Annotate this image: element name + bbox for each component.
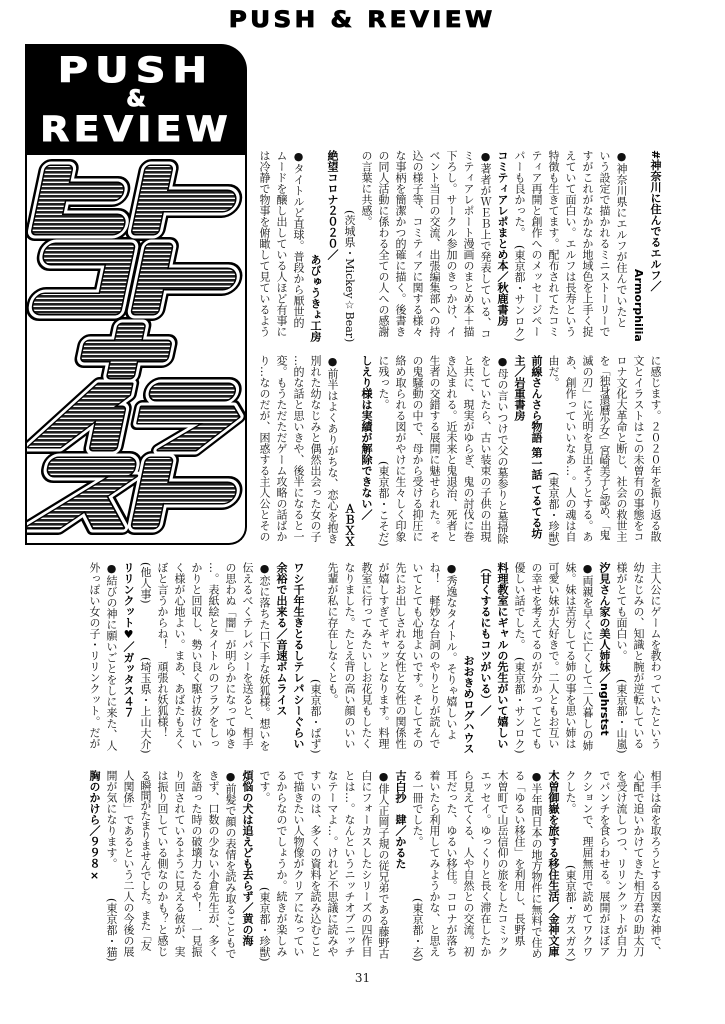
text-tier-3 — [86, 562, 664, 754]
review-body-line: 教室に行ってみたいしお花見もしたく — [360, 562, 373, 749]
review-body-line: ●両親を早くに亡くして二人暮しの姉 — [581, 562, 594, 751]
review-title: 木曽御嶽を旅する移住生活／金神文庫 — [547, 770, 560, 957]
review-body-line: 白にフォーカスしたシリーズの四作目 — [360, 770, 373, 957]
review-body-line: ●恋に落ちた口下手な妖狐様。想いを — [258, 562, 271, 751]
review-body-line: 文とイラストはこの未曽有の事態をコ — [632, 355, 645, 542]
review-title: ワシ千年生きとるしテレパシーぐらい — [292, 562, 305, 749]
review-title: リリンクット♥／ガッタス４７ — [122, 562, 135, 718]
brand-block — [25, 44, 247, 157]
body-text: 様がとても面白い。 — [615, 562, 628, 661]
review-title: 余裕で出来る／音速ボムライス — [275, 562, 288, 716]
review-title: 前線さんさら物語 第一話 てるてる坊 — [530, 355, 543, 539]
review-title: コミティアレポまとめ本／秋鹿書房 — [496, 150, 509, 326]
reviewer-credit: (東京都・サンロク) — [513, 657, 526, 754]
review-body-line: 相手は命を取ろうとする因業な神で、 — [649, 770, 662, 957]
body-text: る一冊でした。 — [411, 770, 424, 847]
review-author: あびゅうきょ工房 — [309, 254, 322, 342]
review-body-line: ●秀逸なタイトル。そりゃ嬉しいよ — [445, 562, 458, 740]
review-body-line: すいのは、多くの資料を読み込むこと — [309, 770, 322, 957]
review-body-line: 妹。妹は苦労してる姉の事を思い姉は — [564, 562, 577, 749]
review-body-line: 先輩が私に存在しなくとも。 — [326, 562, 339, 705]
reviewer-credit: (東京都・珍獣) — [547, 472, 560, 547]
review-body-line: ●神奈川県にエルフが住んでいたと — [615, 150, 628, 328]
review-body-line: かりと回収し、勢い良く駆け抜けてい — [190, 562, 203, 749]
review-body-line — [562, 770, 579, 962]
reviewer-credit: (東京都・山嵐) — [615, 679, 628, 754]
review-body-line: の幸せを考えてるのが分かってとても — [530, 562, 543, 749]
review-body-line — [256, 770, 273, 962]
review-body-line: きず、口数の少ない小倉先生が、多く — [207, 770, 220, 957]
brand-line-review: REVIEW — [40, 110, 232, 150]
review-body-line: で描きたい人物像がクリアになってい — [292, 770, 305, 957]
review-body-line — [511, 562, 528, 754]
body-text: 優しい話でした。 — [513, 562, 526, 650]
review-title: 古白抄 肆／かるた — [394, 770, 407, 869]
review-body-line: ●前髪で顔の表情を読み取ることもで — [224, 770, 237, 959]
review-body-line: 着いたら利用してみようかな、と思え — [428, 770, 441, 957]
review-body-line: は振り回している側なのかも？と感じ — [156, 770, 169, 957]
review-body-line: あ、創作っていいなあ…。人の魂は自 — [564, 355, 577, 542]
review-body-line: 込の様子等、コミティアに関する様々 — [411, 150, 424, 337]
review-body-line: でパンチを食らわせる。展開がほぼア — [598, 770, 611, 957]
review-body-line — [545, 355, 562, 547]
review-body-line: 人関係」であるという二人の今後の展 — [122, 770, 135, 957]
review-title: しえり様は実績が解除できない／ — [360, 355, 373, 520]
review-body-line: いう設定で描かれるミニストーリーで — [598, 150, 611, 337]
reviewer-credit: (東京都・ガスガス) — [564, 865, 577, 962]
review-body-line: 主人公にゲームを教わっていたという — [649, 562, 662, 749]
review-body-line: 耳だった、ゆるい移住。コロナが落ち — [445, 770, 458, 957]
text-tier-2 — [256, 355, 664, 547]
reviewer-credit: (東京都・玄) — [411, 898, 424, 962]
reviewer-credit: (東京都・こそだ) — [377, 461, 390, 547]
review-body-line: ら見えてくる、人や自然との交流。初 — [462, 770, 475, 957]
review-body-line: 先にお出しされる女性と女性の関係性 — [394, 562, 407, 749]
review-body-line — [375, 355, 392, 547]
review-title: 汐見さん家の美人姉妹／nghrstst — [598, 562, 611, 736]
reviewer-credit: (東京都・ぱず) — [309, 679, 322, 754]
review-title: 料理教室にギャルの先生がいて嬉しい — [496, 562, 509, 749]
review-author: おおきめログハウス — [462, 655, 475, 754]
review-body-line: 特徴も生きてます。配布されてたコミ — [547, 150, 560, 337]
title-artwork — [27, 155, 245, 541]
body-text: に残った。 — [377, 355, 390, 410]
review-body-line — [137, 562, 154, 754]
review-body-line: ベント当日の交流、出張編集部への持 — [428, 150, 441, 337]
review-body-line: 木曽町で山岳信仰の旅をしたコミック — [496, 770, 509, 957]
review-title: （甘くするにもコツがいる）／ — [479, 562, 492, 716]
review-body-line: ●タイトルど直球。普段から厭世的 — [292, 150, 305, 328]
review-body-line: すがこれがなかなか地域色を上手く捉 — [581, 150, 594, 337]
review-body-line: り…なのだが、困惑する主人公とその — [258, 355, 271, 542]
review-body-line: ●俳人正岡子規の従兄弟である藤野古 — [377, 770, 390, 959]
reviewer-credit: (東京都・サンロク) — [513, 245, 526, 342]
review-body-line: に感じます。２０２０年を振り返る散 — [649, 355, 662, 542]
review-body-line: とは…。なんというニッチオブニッチ — [343, 770, 356, 957]
review-body-line: エッセイ。ゆっくりと長く滞在したか — [479, 770, 492, 957]
review-body-line — [511, 150, 528, 342]
review-body-line: を受け流しつつ、リリンクットが自力 — [615, 770, 628, 957]
review-author: ＡＢＸＸ — [343, 503, 356, 547]
review-body-line: の鬼騒動の中で、母から受ける抑圧に — [411, 355, 424, 542]
review-body-line: る瞬間がたまりませんでした。また「友 — [139, 770, 152, 950]
review-body-line: き込まれる。近未来と鬼退治、死者と — [445, 355, 458, 542]
review-body-line: ●著者がＷＥＢ上で発表している、コ — [479, 150, 492, 339]
review-body-line: 絡め取られる図がやけに生々しく印象 — [394, 355, 407, 542]
review-body-line: 幼なじみの、知識と腕が逆転している — [632, 562, 645, 749]
review-body-line: 下ろし。サークル参加のきっかけ、イ — [445, 150, 458, 337]
review-body-line: ●前半はよくありがちな、恋心を抱き — [326, 355, 339, 544]
review-body-line: ね！ 軽妙な台詞のやりとりが読んで — [428, 562, 441, 749]
review-body-line: は冷静で物事を俯瞰して見ているよう — [258, 150, 271, 337]
text-tier-1 — [256, 150, 664, 342]
review-body-line: を「独身還暦少女」宮崎美子と認め、「鬼 — [598, 355, 611, 540]
review-body-line: ●結びの神に願いごとをしに来た、人 — [105, 562, 118, 751]
body-text: クした。 — [564, 770, 577, 814]
review-body-line: なりました。たとえ背の高い顔のいい — [343, 562, 356, 749]
review-body-line: なテーマよ…。けれど不思議に読みや — [326, 770, 339, 957]
review-body-line: えていて面白い。エルフは長寿という — [564, 150, 577, 337]
review-body-line: の思わぬ「闇」が明らかになってゆき — [224, 562, 237, 749]
review-body-line: 変。もうただただゲーム攻略の話ばか — [275, 355, 288, 542]
review-body-line: り回されているように見える彼が、実 — [173, 770, 186, 957]
body-text: 開が気になります。 — [105, 770, 118, 869]
review-body-line: ティア再開と創作へのメッセージペー — [530, 150, 543, 337]
review-body-line: 生者の交錯する展開に魅せられた。そ — [428, 355, 441, 542]
review-body-line: をしていたら、古い装束の子供の出現 — [479, 355, 492, 542]
review-body-line: ロナ文化大革命と断じ、社会の救世主 — [615, 355, 628, 542]
review-body-line: 心配で追いかけてきた相方君の助太刀 — [632, 770, 645, 957]
review-body-line: るからなのでしょうか。続きが楽しみ — [275, 770, 288, 957]
review-body-line: 伝えるべくテレパシーを送ると、相手 — [241, 562, 254, 749]
review-body-line — [613, 562, 630, 754]
review-body-line: 別れた幼なじみと偶然出会った女の子 — [309, 355, 322, 542]
reviewer-credit: (東京都・猫) — [105, 898, 118, 962]
body-text: です。 — [258, 770, 271, 803]
body-text: 由だ。 — [547, 355, 560, 388]
review-author: Armorphilia — [632, 269, 645, 342]
review-body-line: …的な話と思いきや、後半になると一 — [292, 355, 305, 542]
review-body-line: を語った時の破壊力たるや！ 一見振 — [190, 770, 203, 957]
review-body-line: な事柄を簡潔かつ的確に描く。後書き — [394, 150, 407, 337]
review-body-line: ミティアレポート漫画のまとめ本＋描 — [462, 150, 475, 337]
review-body-line: く様が心地よい。まあ、あばたもえく — [173, 562, 186, 749]
title-block — [25, 155, 247, 545]
reviewer-credit: (東京都・珍獣) — [258, 887, 271, 962]
brand-line-ampersand: & — [126, 87, 146, 112]
review-title: 煩悩の犬は追えども去らず／黄の海 — [241, 770, 254, 946]
review-body-line: いてとても心地よいです。そしてその — [411, 562, 424, 749]
review-body-line: る「ゆるい移住」を利用し、長野県 — [513, 770, 526, 946]
review-title: #神奈川に住んでるエルフ／ — [649, 150, 662, 292]
reviewer-credit: (埼玉県・上山大介) — [139, 657, 152, 754]
review-body-line — [409, 770, 426, 962]
review-body-line: の言葉に共感。 — [360, 150, 373, 227]
review-body-line: と共に、現実がゆらぎ、鬼の討伐に巻 — [462, 355, 475, 542]
review-body-line: 滅の刃」に光明を見出そうとする。あ — [581, 355, 594, 542]
reviewer-credit: (茨城県・Mickey☆Bear) — [343, 209, 356, 342]
review-body-line: ●母の言いつけで父の墓参りと墓掃除 — [496, 355, 509, 544]
review-body-line: ●半年間日本の地方物件に無料で住め — [530, 770, 543, 959]
review-body-line: の同人活動に係わる全ての人への感謝 — [377, 150, 390, 337]
section-header-title: PUSH & REVIEW — [229, 8, 496, 33]
review-title: 絶望コロナ２０２０／ — [326, 150, 339, 260]
review-body-line: 可愛い妹が大好きで。二人ともお互い — [547, 562, 560, 749]
review-body-line: クションで、理屈無用で読めてワクワ — [581, 770, 594, 957]
review-body-line — [103, 770, 120, 962]
text-tier-4 — [86, 770, 664, 962]
review-body-line: ぼと言うからね！ 頑張れ妖狐様！ — [156, 562, 169, 738]
page-number: 31 — [354, 971, 371, 985]
body-text: (他人事) — [139, 562, 152, 604]
review-body-line: …。表紙絵とタイトルのフラグをしっ — [207, 562, 220, 749]
review-title: 胸のかけら／９９８× — [88, 770, 101, 882]
review-title: 主／岩重書房 — [513, 355, 526, 421]
review-body-line: ムードを醸し出している人ほど有事に — [275, 150, 288, 337]
brand-line-push: PUSH — [57, 51, 215, 91]
review-body-line: 外っぽい女の子・リリンクット。だが — [88, 562, 101, 749]
body-text: パーも良かった。 — [513, 150, 526, 238]
review-body-line: が嬉しすぎてギャッとなります。料理 — [377, 562, 390, 749]
section-header — [0, 8, 725, 33]
